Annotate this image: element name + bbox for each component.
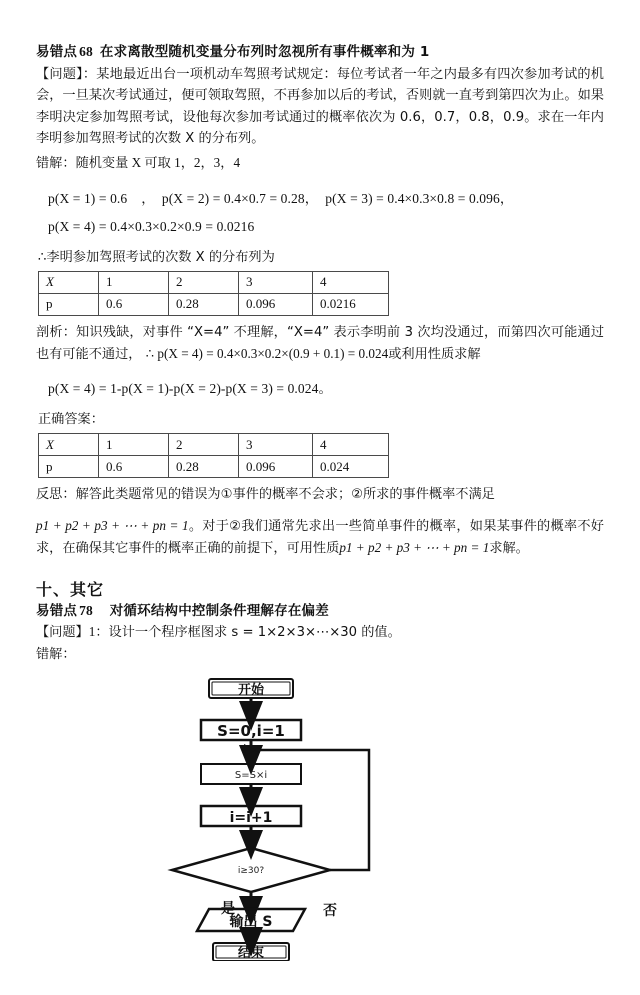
- flowchart-decision-label: i≥30?: [237, 866, 265, 877]
- flowchart-output-label: 输出 S: [229, 914, 273, 931]
- analysis-text-a: 知识残缺，对事件 “X=4” 不理解，“X=4” 表示李明前 3 次均没通过，而第四次可能通过也有可能不通过，: [36, 324, 605, 362]
- table-row: [39, 434, 389, 456]
- table2-p-value-3: 0.096: [239, 456, 313, 478]
- flowchart-incr-label: i=i+1: [229, 810, 273, 827]
- analysis-label: 剖析：: [36, 324, 77, 340]
- reflect-text-a: 解答此类题常见的错误为①事件的概率不会求；②所求的事件概率不满足: [75, 487, 495, 503]
- equation-3-sep: ，: [499, 190, 514, 206]
- table2-x-value-4: 4: [313, 434, 389, 456]
- analysis-equation-2-end: 。: [318, 381, 333, 397]
- table2-x-label: X: [39, 434, 99, 456]
- equation-line-1: [48, 187, 604, 207]
- table1-x-label: X: [39, 271, 99, 293]
- table1-x-value-1: 1: [99, 271, 169, 293]
- table1-x-value-2: 2: [169, 271, 239, 293]
- table1-p-value-1: 0.6: [99, 293, 169, 315]
- section-68-reflection-b: [36, 515, 604, 560]
- analysis-equation: ∴ p(X = 4) = 0.4×0.3×0.2×(0.9 + 0.1) = 0.024: [145, 345, 389, 361]
- table-row: [39, 456, 389, 478]
- problem-label: 【问题】：: [36, 66, 97, 82]
- flowchart-init-label: S=0,i=1: [217, 722, 285, 741]
- wrong-text: 随机变量 X 可取 1，2，3，4: [75, 155, 241, 171]
- reflect-label: 反思：: [36, 487, 76, 503]
- equation-1: p(X = 1) = 0.6: [48, 190, 128, 206]
- analysis-text-b: 或利用性质求解: [388, 346, 481, 362]
- section-78-heading: [36, 600, 604, 620]
- reflect-equation-1: p1 + p2 + p3 + ⋯ + pn = 1: [36, 517, 189, 533]
- table-row: [39, 293, 389, 315]
- table-row: [39, 271, 389, 293]
- table2-p-value-4: 0.024: [313, 456, 389, 478]
- equation-1-sep: ，: [141, 190, 155, 206]
- table1-p-value-2: 0.28: [169, 293, 239, 315]
- reflect-text-b: 。对于②我们通常先求出一些简单事件的概率，如果某事件的概率不好求，在确保其它事件的概率正确的前提下，可用性质: [36, 518, 604, 557]
- flowchart-yes-label: 是: [221, 901, 235, 918]
- section-78-wrong-label: 错解：: [36, 646, 76, 662]
- section-78-problem: [36, 621, 604, 643]
- section-68-analysis: [36, 323, 604, 366]
- section-78-heading-number: 78: [79, 602, 94, 618]
- problem-78-text: 设计一个程序框图求 s = 1×2×3×⋯×30 的值。: [108, 625, 401, 641]
- section-68-heading-number: 68: [79, 44, 94, 59]
- table1-p-value-3: 0.096: [239, 293, 313, 315]
- problem-text: 某地最近出台一项机动车驾照考试规定：每位考试者一年之内最多有四次参加考试的机会，一旦某次考试通过，便可领取驾照，不再参加以后的考试，否则就一直考到第四次为止。如果李明决定参加驾照考试，设他每次参加考试通过的概率依次为 0.6，0.7，0.8，0.9。求在一年内李明参加驾照考试的次数 X 的分布列。: [36, 66, 604, 146]
- table1-x-value-4: 4: [313, 271, 389, 293]
- table2-x-value-3: 3: [239, 434, 313, 456]
- section-68-heading-prefix: 易错点: [36, 44, 78, 60]
- section-68-wrong-solution: [36, 152, 604, 174]
- equation-line-3: [48, 377, 604, 397]
- distribution-table-correct: [38, 433, 389, 478]
- section-68-heading-text: 在求离散型随机变量分布列时忽视所有事件概率和为 1: [99, 44, 430, 60]
- section-68-problem: [36, 64, 604, 150]
- reflect-text-c: 求解。: [489, 541, 529, 557]
- wrong-label: 错解：: [36, 156, 76, 172]
- equation-2-sep: ，: [304, 190, 319, 206]
- section-78-heading-prefix: 易错点: [36, 602, 78, 619]
- flowchart-no-label: 否: [323, 903, 337, 920]
- flowchart-end-label: 结束: [237, 946, 265, 962]
- flowchart-diagram: [0, 665, 640, 961]
- table1-p-value-4: 0.0216: [313, 293, 389, 315]
- distribution-table-wrong: [38, 271, 389, 316]
- flowchart-start-label: 开始: [237, 683, 265, 699]
- table2-x-value-1: 1: [99, 434, 169, 456]
- reflect-equation-2: p1 + p2 + p3 + ⋯ + pn = 1: [339, 540, 490, 556]
- table2-p-value-1: 0.6: [99, 456, 169, 478]
- equation-4: p(X = 4) = 0.4×0.3×0.2×0.9 = 0.0216: [48, 218, 255, 234]
- equation-3: p(X = 3) = 0.4×0.3×0.8 = 0.096: [325, 190, 500, 206]
- problem-78-number: 1：: [88, 624, 109, 640]
- section-68-heading: [36, 0, 604, 61]
- flowchart-mult-label: S=S×i: [234, 770, 268, 782]
- section-78-heading-text: 对循环结构中控制条件理解存在偏差: [109, 602, 329, 619]
- analysis-equation-2: p(X = 4) = 1-p(X = 1)-p(X = 2)-p(X = 3) = 0.024: [48, 381, 319, 397]
- equation-2: p(X = 2) = 0.4×0.7 = 0.28: [161, 190, 305, 206]
- major-section-heading: 十、其它: [36, 579, 105, 599]
- table1-caption: ∴李明参加驾照考试的次数 X 的分布列为: [38, 249, 275, 265]
- equation-line-2: [48, 219, 604, 235]
- correct-answer-label: 正确答案：: [38, 412, 104, 428]
- table1-p-label: p: [39, 293, 99, 315]
- table2-p-value-2: 0.28: [169, 456, 239, 478]
- table2-x-value-2: 2: [169, 434, 239, 456]
- flow-loop-back-path: [256, 750, 369, 870]
- problem-78-label: 【问题】: [36, 625, 89, 641]
- table2-p-label: p: [39, 456, 99, 478]
- table1-x-value-3: 3: [239, 271, 313, 293]
- section-68-reflection-a: [36, 484, 604, 505]
